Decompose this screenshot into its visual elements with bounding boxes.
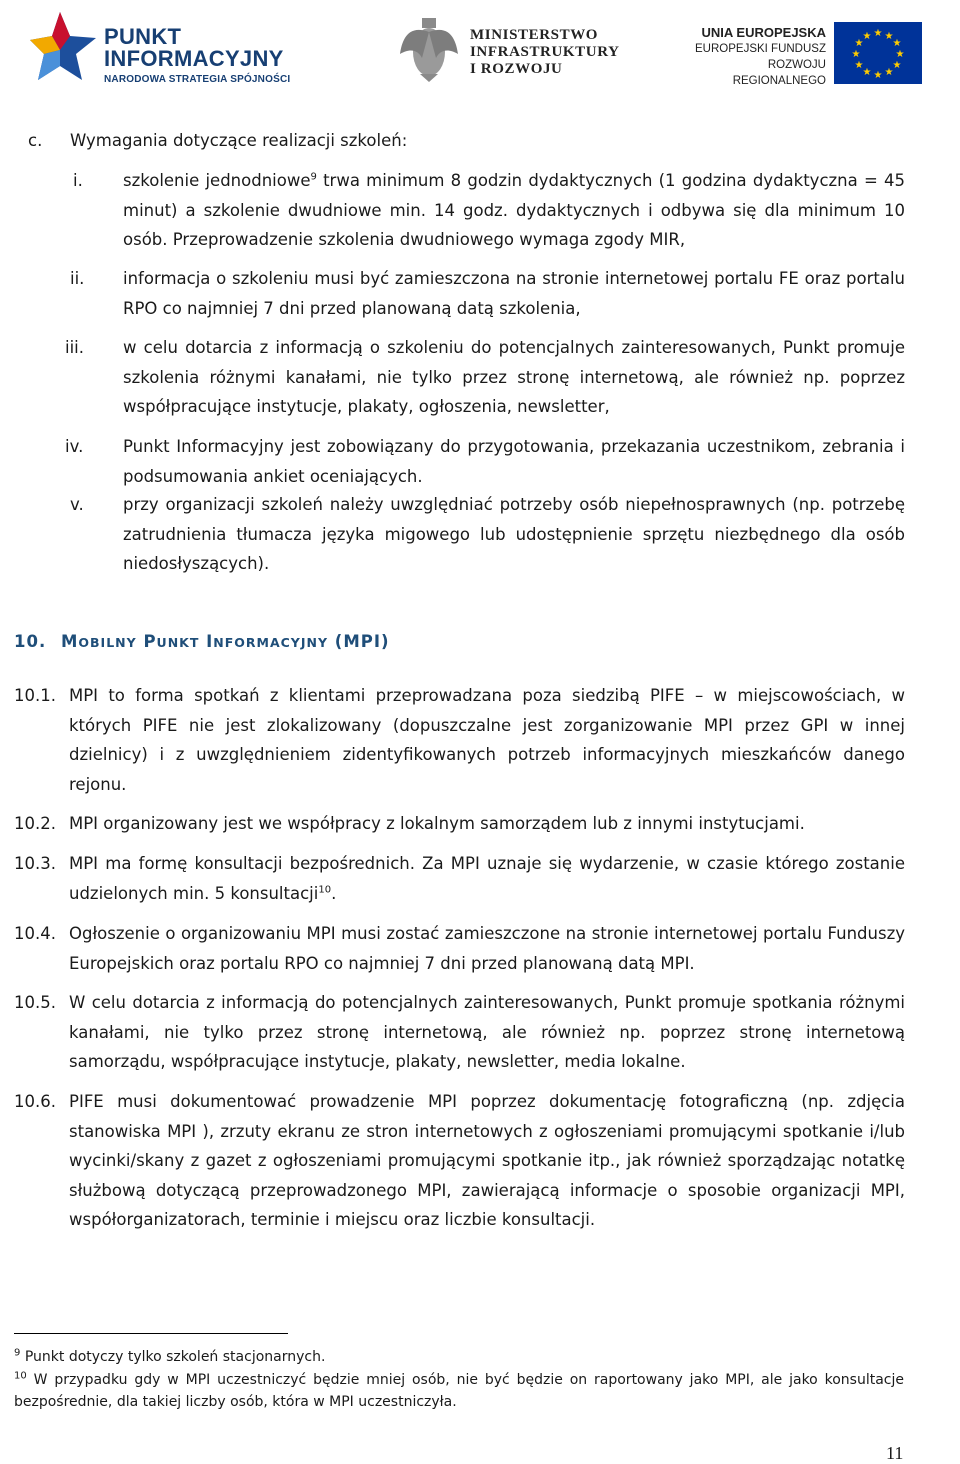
item-iv-text: Punkt Informacyjny jest zobowiązany do przygotowania, przekazania uczestnikom, zebrania i podsumowania ankiet oceniających. (123, 437, 905, 486)
item-iii-number: iii. (65, 338, 84, 357)
heading-part: NFORMACYJNY (213, 635, 329, 650)
item-10-3-text-a: MPI ma formę konsultacji bezpośrednich. Za MPI uznaje się wydarzenie, w czasie którego zostanie udzielonych min. 5 konsultacji (69, 854, 905, 903)
item-v-number: v. (70, 495, 84, 514)
ministry-line3: I ROZWOJU (470, 61, 563, 77)
svg-text:★: ★ (873, 70, 883, 81)
punkt-logo-line1: PUNKT (104, 24, 182, 49)
heading-part: (MPI) (334, 632, 390, 651)
svg-text:★: ★ (884, 67, 894, 78)
footnote-ref-10: 10 (318, 884, 332, 895)
svg-text:★: ★ (854, 60, 864, 71)
svg-text:★: ★ (851, 49, 861, 60)
footnote-ref-9: 9 (310, 171, 317, 183)
eagle-emblem-icon (398, 14, 460, 84)
eu-logo (690, 20, 956, 87)
heading-part: OBILNY (78, 635, 137, 650)
page-number: 11 (886, 1443, 904, 1463)
item-10-3-text-b: . (331, 883, 337, 903)
item-v-text: przy organizacji szkoleń należy uwzględniać potrzeby osób niepełnosprawnych (np. potrzebę zatrudnienia tłumacza języka migowego lub udostępnienie sprzętu niezbędnego dla osób niedosłyszących). (123, 495, 905, 573)
footnote-10 (14, 1369, 904, 1413)
item-10-4-number: 10.4. (14, 924, 56, 943)
item-i-line3: osób. Przeprowadzenie szkolenia dwudniowego wymaga zgody MIR, (123, 230, 686, 249)
eu-line2: EUROPEJSKI FUNDUSZ (695, 43, 826, 55)
heading-number: 10. (14, 632, 47, 651)
footnote-9 (14, 1346, 904, 1368)
item-i-number: i. (73, 171, 83, 190)
svg-text:★: ★ (862, 67, 872, 78)
item-i-text (123, 166, 905, 255)
punkt-logo-line2: INFORMACYJNY (104, 46, 284, 71)
svg-text:★: ★ (884, 31, 894, 42)
item-10-1-number: 10.1. (14, 686, 56, 705)
eu-line1: UNIA EUROPEJSKA (701, 25, 826, 40)
ministry-line2: INFRASTRUKTURY (470, 44, 620, 60)
footnote-10-mark: 10 (14, 1370, 27, 1382)
item-10-5-text: W celu dotarcia z informacją do potencjalnych zainteresowanych, Punkt promuje spotkania różnymi kanałami, nie tylko przez stronę internetową, ale również np. poprzez stronę internetową samorządu, współpracujące instytucje, plakaty, newsletter, media lokalne. (69, 993, 905, 1071)
footnote-10-text: W przypadku gdy w MPI uczestniczyć będzie mniej osób, nie być będzie on raportowany jako MPI, ale jako konsultacje bezpośrednie, dla takiej liczby osób, która w MPI uczestniczyła. (14, 1372, 904, 1410)
svg-text:★: ★ (892, 60, 902, 71)
svg-text:★: ★ (854, 38, 864, 49)
section-c-number: c. (28, 131, 43, 150)
item-iii-text: w celu dotarcia z informacją o szkoleniu do potencjalnych zainteresowanych, Punkt promuje szkolenia różnymi kanałami, nie tylko przez stronę internetową, ale również np. poprzez współpracujące instytucje, plakaty, ogłoszenia, newsletter, (123, 338, 905, 416)
page-header (0, 0, 960, 100)
ministry-line1: MINISTERSTWO (470, 27, 599, 43)
item-iv-number: iv. (65, 437, 84, 456)
eu-flag-icon (834, 22, 922, 84)
item-10-1-text: MPI to forma spotkań z klientami przeprowadzana poza siedzibą PIFE – w miejscowościach, w których PIFE nie jest zlokalizowany (dopuszczalne jest zorganizowanie MPI przez GPI w innej dzielnicy) i z uwzględnieniem zidentyfikowanych potrzeb informacyjnych mieszkańców danego rejonu. (69, 686, 905, 794)
punkt-informacyjny-logo (30, 4, 300, 96)
item-10-6-number: 10.6. (14, 1092, 56, 1111)
eu-line3: ROZWOJU REGIONALNEGO (732, 59, 826, 87)
item-10-3-number: 10.3. (14, 854, 56, 873)
item-ii-text: informacja o szkoleniu musi być zamieszczona na stronie internetowej portalu FE oraz portalu RPO co najmniej 7 dni przed planowaną datą szkolenia, (123, 269, 905, 318)
item-10-5-number: 10.5. (14, 993, 56, 1012)
heading-part: P (143, 632, 157, 651)
heading-part: M (60, 632, 79, 651)
svg-text:★: ★ (873, 28, 883, 39)
footnote-separator (14, 1333, 288, 1334)
item-i-line1a: szkolenie jednodniowe (123, 171, 311, 190)
svg-text:★: ★ (862, 31, 872, 42)
item-i-line1b: trwa minimum 8 godzin dydaktycznych (1 godzina dydaktyczna = 45 (316, 171, 905, 190)
section-10-heading (14, 632, 390, 651)
punkt-star-icon (30, 6, 100, 94)
footnote-9-text: Punkt dotyczy tylko szkoleń stacjonarnych. (24, 1349, 326, 1365)
section-c-title: Wymagania dotyczące realizacji szkoleń: (70, 131, 408, 150)
item-ii-number: ii. (70, 269, 85, 288)
item-i-line2: minut) a szkolenie dwudniowe min. 14 godz. dydaktycznych i odbywa się dla minimum 10 (123, 200, 905, 220)
ministry-logo (398, 14, 638, 84)
item-10-2-number: 10.2. (14, 814, 56, 833)
item-10-6-text: PIFE musi dokumentować prowadzenie MPI poprzez dokumentację fotograficzną (np. zdjęcia stanowiska MPI ), zrzuty ekranu ze stron internetowych z ogłoszeniami promującymi spotkanie i/lub wycinki/skany z gazet z ogłoszeniami promującymi spotkanie itp., jak również sporządzając notatkę służbową dotyczącą przeprowadzonego MPI, zawierającą informacje o sposobie organizacji MPI, współorganizatorach, terminie i miejscu oraz liczbie konsultacji. (69, 1092, 905, 1229)
heading-part: UNKT (156, 635, 200, 650)
punkt-logo-line3: NARODOWA STRATEGIA SPÓJNOŚCI (104, 74, 291, 85)
svg-text:★: ★ (895, 49, 905, 60)
heading-part: I (206, 632, 214, 651)
svg-text:★: ★ (892, 38, 902, 49)
item-10-3-text (69, 849, 905, 908)
footnote-9-mark: 9 (14, 1347, 21, 1359)
item-10-4-text: Ogłoszenie o organizowaniu MPI musi zostać zamieszczone na stronie internetowej portalu Funduszy Europejskich oraz portalu RPO co najmniej 7 dni przed planowaną datą MPI. (69, 924, 905, 973)
item-10-2-text: MPI organizowany jest we współpracy z lokalnym samorządem lub z innymi instytucjami. (69, 814, 805, 833)
